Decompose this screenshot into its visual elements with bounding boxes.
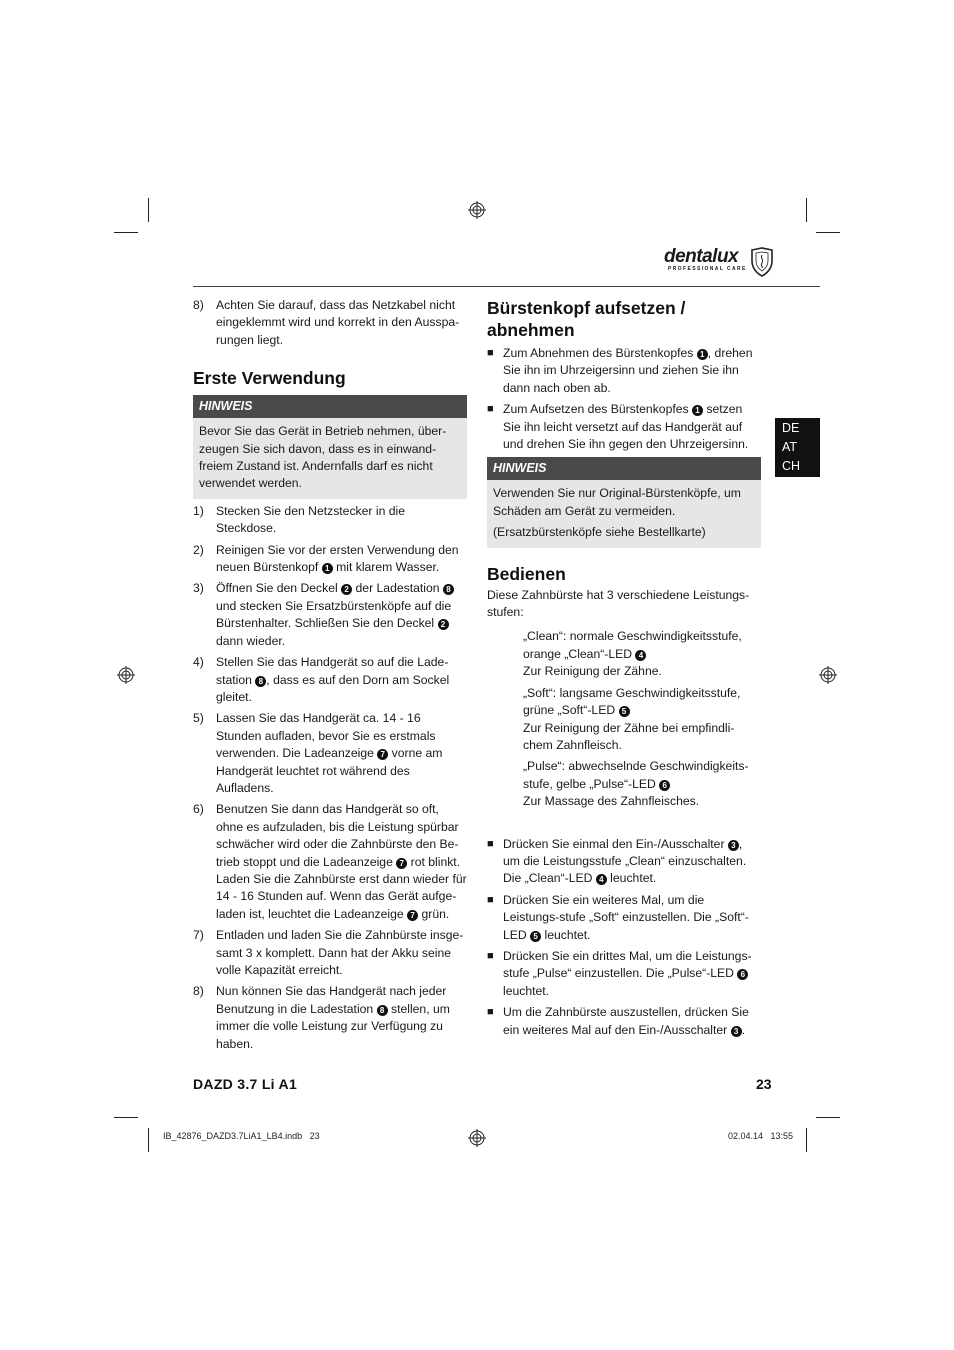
shield-icon	[750, 247, 774, 277]
text-segment: .	[741, 1022, 746, 1037]
print-slug-file: IB_42876_DAZD3.7LiA1_LB4.indb 23	[163, 1131, 320, 1141]
crop-mark	[816, 232, 840, 233]
brand-logo	[664, 246, 778, 280]
mode-item	[523, 758, 761, 810]
item-number: 1)	[193, 503, 204, 518]
text-segment: mit klarem Wasser.	[332, 560, 440, 575]
text-segment: Um die Zahnbürste auszustellen, drücken Sie ein weiteres Mal auf den Ein-/Ausschalter	[503, 1005, 749, 1037]
square-bullet-icon: ■	[487, 1006, 494, 1019]
text-segment: „Pulse“: abwechselnde Geschwindigkeits-stufe, gelbe „Pulse“-LED	[523, 759, 749, 791]
crop-mark	[114, 232, 138, 233]
right-column	[487, 297, 761, 1039]
header-divider	[193, 286, 820, 287]
text-segment: „Clean“: normale Geschwindigkeitsstufe, orange „Clean“-LED	[523, 629, 742, 661]
reference-number-icon: 2	[438, 619, 449, 630]
registration-mark-icon	[468, 1129, 486, 1147]
text-segment: Entladen und laden Sie die Zahnbürste insge-samt 3 x komplett. Dann hat der Akku seine volle Kapazität erreicht.	[216, 928, 464, 977]
crop-mark	[816, 1117, 840, 1118]
section-title: Erste Verwendung	[193, 368, 346, 389]
item-number: 8)	[193, 984, 204, 999]
mode-item	[523, 685, 761, 755]
reference-number-icon: 7	[407, 910, 418, 921]
square-bullet-icon: ■	[487, 403, 494, 416]
item-text	[503, 836, 761, 888]
crop-mark	[148, 1128, 149, 1152]
logo-wordmark: dentalux	[664, 246, 739, 267]
reference-number-icon: 5	[530, 931, 541, 942]
text-segment: Zum Aufsetzen des Bürstenkopfes	[503, 402, 693, 417]
page-number: 23	[756, 1076, 772, 1092]
item-text	[503, 892, 761, 944]
reference-number-icon: 4	[635, 650, 646, 661]
text-segment: leuchtet.	[606, 871, 657, 886]
reference-number-icon: 8	[377, 1005, 388, 1016]
reference-number-icon: 3	[728, 840, 739, 851]
list-item	[193, 580, 467, 650]
reference-number-icon: 2	[341, 584, 352, 595]
text-segment: Stecken Sie den Netzstecker in die Steckdose.	[216, 503, 406, 536]
item-text	[503, 345, 761, 397]
text-segment: Zum Abnehmen des Bürstenkopfes	[503, 346, 697, 360]
list-item	[193, 654, 467, 706]
section-title: Bedienen	[487, 563, 566, 584]
reference-number-icon: 1	[692, 405, 703, 416]
crop-mark	[148, 198, 149, 222]
reference-number-icon: 3	[731, 1026, 742, 1037]
square-bullet-icon: ■	[487, 893, 494, 906]
square-bullet-icon: ■	[487, 949, 494, 962]
item-text	[216, 654, 467, 706]
list-item	[193, 983, 467, 1053]
section-title: Bürstenkopf aufsetzen / abnehmen	[487, 298, 686, 340]
list-item	[193, 503, 467, 538]
print-slug-date: 02.04.14 13:55	[728, 1131, 794, 1141]
list-item	[193, 801, 467, 923]
reference-number-icon: 8	[255, 676, 266, 687]
section-intro: Diese Zahnbürste hat 3 verschiedene Leistungs-stufen:	[487, 587, 750, 620]
text-segment: , um die Leistungsstufe „Clean“ einzuschalten. Die „Clean“-LED	[503, 836, 747, 886]
item-text: Achten Sie darauf, dass das Netzkabel nicht eingeklemmt wird und korrekt in den Ausspa-rungen liegt.	[216, 298, 460, 347]
item-number: 6)	[193, 802, 204, 817]
square-bullet-icon: ■	[487, 347, 494, 359]
reference-number-icon: 5	[619, 706, 630, 717]
item-text	[503, 401, 761, 453]
language-tab	[775, 418, 820, 477]
note-box	[193, 395, 467, 499]
item-text	[503, 1004, 761, 1039]
text-segment: und stecken Sie Ersatzbürstenköpfe auf die Bürstenhalter. Schließen Sie den Deckel	[216, 598, 452, 631]
reference-number-icon: 1	[322, 563, 333, 574]
item-number: 2)	[193, 542, 204, 557]
text-segment: Drücken Sie einmal den Ein-/Ausschalter	[503, 836, 728, 851]
reference-number-icon: 7	[377, 749, 388, 760]
item-text	[503, 948, 761, 1000]
text-segment: Nun können Sie das Handgerät nach jeder Benutzung in die Ladestation	[216, 984, 447, 1016]
crop-mark	[114, 1117, 138, 1118]
list-item	[487, 948, 761, 1000]
note-text: Verwenden Sie nur Original-Bürstenköpfe, um Schäden am Gerät zu vermeiden.	[493, 486, 741, 518]
list-item	[487, 1004, 761, 1039]
item-text	[216, 542, 467, 577]
modes-list	[523, 628, 761, 810]
item-text	[216, 710, 467, 797]
list-item	[193, 297, 467, 349]
item-text	[216, 983, 467, 1053]
item-number: 8)	[193, 298, 204, 312]
text-segment: leuchtet.	[541, 927, 591, 942]
language-code: DE	[782, 421, 800, 435]
text-segment: leuchtet.	[503, 983, 550, 998]
registration-mark-icon	[819, 666, 837, 684]
text-segment: dann wieder.	[216, 633, 286, 648]
list-item	[487, 892, 761, 944]
text-segment: Stellen Sie das Handgerät so auf die Lade-station	[216, 655, 449, 687]
logo-subtext: PROFESSIONAL CARE	[668, 266, 747, 272]
reference-number-icon: 6	[737, 969, 748, 980]
item-number: 3)	[193, 581, 204, 596]
text-segment: grün.	[418, 906, 450, 921]
note-text-container	[487, 480, 761, 547]
item-number: 7)	[193, 928, 204, 943]
item-text	[216, 503, 467, 538]
mode-title	[523, 628, 761, 663]
note-label: HINWEIS	[487, 457, 761, 480]
text-segment: „Soft“: langsame Geschwindigkeitsstufe, grüne „Soft“-LED	[523, 685, 741, 718]
text-segment: stellen, um immer die volle Leistung zur Verfügung zu haben.	[216, 1001, 450, 1051]
text-segment: Benutzen Sie dann das Handgerät so oft, ohne es aufzuladen, bis die Leistung spürbar schwächer wird oder die Zahnbürste den Be-trieb stoppt und die Ladeanzeige	[216, 802, 459, 869]
note-text: Bevor Sie das Gerät in Betrieb nehmen, über-zeugen Sie sich davon, dass es in einwand-freiem Zustand ist. Andernfalls darf es nicht verwendet werden.	[193, 418, 467, 499]
list-item	[487, 345, 761, 397]
list-item	[193, 710, 467, 797]
list-item	[487, 401, 761, 453]
item-text	[216, 580, 467, 650]
item-text	[216, 801, 467, 923]
language-code: CH	[782, 459, 801, 473]
reference-number-icon: 4	[596, 874, 607, 885]
text-segment: , drehen Sie ihn im Uhrzeigersinn und ziehen Sie ihn dann nach oben ab.	[503, 346, 753, 395]
reference-number-icon: 6	[659, 780, 670, 791]
bullet-list	[487, 345, 761, 453]
mode-title	[523, 685, 761, 720]
crop-mark	[806, 198, 807, 222]
steps-list	[193, 503, 467, 1053]
registration-mark-icon	[117, 666, 135, 684]
square-bullet-icon: ■	[487, 837, 494, 850]
text-segment: der Ladestation	[352, 581, 443, 596]
reference-number-icon: 7	[396, 858, 407, 869]
mode-title	[523, 758, 761, 793]
list-item	[193, 927, 467, 979]
list-item	[193, 542, 467, 577]
reference-number-icon: 8	[443, 584, 454, 595]
item-number: 4)	[193, 655, 204, 670]
list-item	[487, 836, 761, 888]
language-code: AT	[782, 440, 798, 454]
text-segment: , dass es auf den Dorn am Sockel gleitet.	[216, 672, 450, 704]
note-label: HINWEIS	[193, 395, 467, 418]
registration-mark-icon	[468, 201, 486, 219]
note-text: (Ersatzbürstenköpfe siehe Bestellkarte)	[493, 525, 706, 540]
mode-description: Zur Reinigung der Zähne.	[523, 664, 662, 679]
model-name: DAZD 3.7 Li A1	[193, 1076, 298, 1092]
text-segment: Reinigen Sie vor der ersten Verwendung den neuen Bürstenkopf	[216, 542, 459, 575]
left-column	[193, 297, 467, 1053]
reference-number-icon: 1	[697, 349, 708, 360]
text-segment: Öffnen Sie den Deckel	[216, 581, 342, 596]
item-text	[216, 927, 467, 979]
note-box	[487, 457, 761, 547]
text-segment: Drücken Sie ein weiteres Mal, um die Leistungs-stufe „Soft“ einzustellen. Die „Soft“-LED	[503, 892, 749, 942]
crop-mark	[806, 1128, 807, 1152]
text-segment: rot blinkt. Laden Sie die Zahnbürste erst dann wieder für 14 - 16 Stunden auf. Wenn das Gerät aufge-laden ist, leuchtet die Ladeanzeige	[216, 854, 467, 921]
mode-description: Zur Reinigung der Zähne bei empfindli-chem Zahnfleisch.	[523, 720, 735, 752]
mode-description: Zur Massage des Zahnfleisches.	[523, 794, 700, 809]
bullet-list	[487, 836, 761, 1039]
mode-item	[523, 628, 761, 680]
item-number: 5)	[193, 711, 204, 726]
text-segment: Drücken Sie ein drittes Mal, um die Leistungs-stufe „Pulse“ einzustellen. Die „Pulse“-LED	[503, 948, 752, 981]
text-segment: setzen Sie ihn leicht versetzt auf das Handgerät auf und drehen Sie ihn gegen den Uhrzeigersinn.	[503, 402, 749, 452]
text-segment: vorne am Handgerät leuchtet rot während des Aufladens.	[216, 746, 443, 795]
text-segment: Lassen Sie das Handgerät ca. 14 - 16 Stunden aufladen, bevor Sie es erstmals verwenden. Die Ladeanzeige	[216, 711, 436, 761]
